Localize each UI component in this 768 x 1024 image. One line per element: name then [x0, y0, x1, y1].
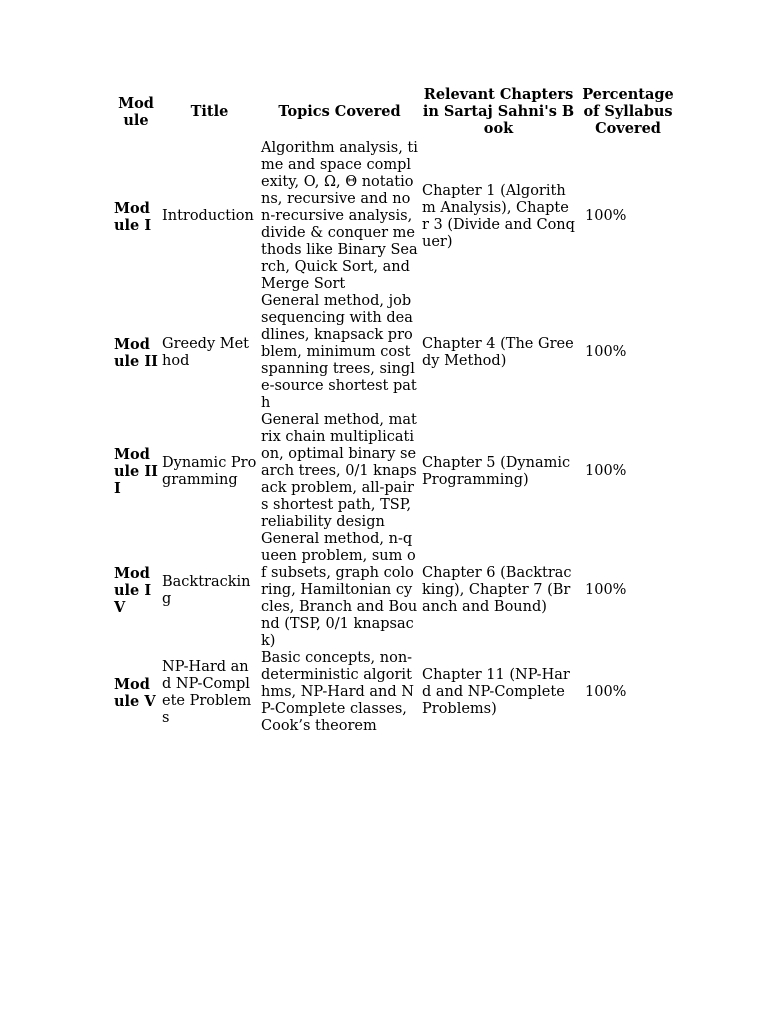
syllabus-table: [112, 86, 679, 735]
topics-cell: General method, job sequencing with deadlines, knapsack problem, minimum cost spanning trees, single-source shortest path: [261, 293, 417, 411]
percentage-cell: 100%: [585, 344, 627, 360]
module-cell: Module V: [114, 675, 156, 710]
header-chapters: Relevant Chapters in Sartaj Sahni's Book: [422, 86, 575, 137]
chapters-cell: Chapter 4 (The Greedy Method): [422, 335, 574, 369]
title-cell: Dynamic Programming: [162, 454, 257, 488]
topics-cell: Basic concepts, non-deterministic algorithms, NP-Hard and NP-Complete classes, Cook’s theorem: [261, 650, 414, 734]
percentage-cell: 100%: [585, 463, 627, 479]
chapters-cell: Chapter 5 (Dynamic Programming): [422, 454, 571, 488]
module-cell: Module III: [114, 446, 158, 497]
header-percentage: Percentage of Syllabus Covered: [582, 86, 674, 137]
header-module: Module: [118, 94, 154, 129]
title-cell: NP-Hard and NP-Complete Problems: [162, 658, 252, 726]
topics-cell: General method, n-queen problem, sum of subsets, graph coloring, Hamiltonian cycles, Branch and Bound (TSP, 0/1 knapsack): [261, 531, 418, 649]
percentage-cell: 100%: [585, 684, 627, 700]
table-row: [112, 650, 679, 735]
title-cell: Introduction: [162, 208, 254, 224]
header-title: Title: [190, 103, 229, 120]
module-cell: Module II: [114, 335, 158, 370]
topics-cell: General method, matrix chain multiplication, optimal binary search trees, 0/1 knapsack problem, all-pairs shortest path, TSP, reliability design: [261, 412, 417, 530]
chapters-cell: Chapter 11 (NP-Hard and NP-Complete Problems): [422, 667, 570, 717]
table-row: [112, 531, 679, 650]
topics-cell: Algorithm analysis, time and space complexity, O, Ω, Θ notations, recursive and non-recursive analysis, divide & conquer methods like Binary Search, Quick Sort, and Merge Sort: [261, 140, 418, 292]
module-cell: Module IV: [114, 565, 152, 616]
module-cell: Module I: [114, 199, 152, 234]
percentage-cell: 100%: [585, 208, 627, 224]
chapters-cell: Chapter 1 (Algorithm Analysis), Chapter 3 (Divide and Conquer): [422, 182, 575, 250]
header-topics: Topics Covered: [278, 103, 401, 120]
title-cell: Backtracking: [162, 573, 251, 607]
header-row: [112, 86, 679, 140]
table-row: [112, 412, 679, 531]
table-row: [112, 140, 679, 293]
title-cell: Greedy Method: [162, 335, 250, 369]
percentage-cell: 100%: [585, 582, 627, 598]
table-row: [112, 293, 679, 412]
chapters-cell: Chapter 6 (Backtracking), Chapter 7 (Branch and Bound): [422, 565, 572, 615]
